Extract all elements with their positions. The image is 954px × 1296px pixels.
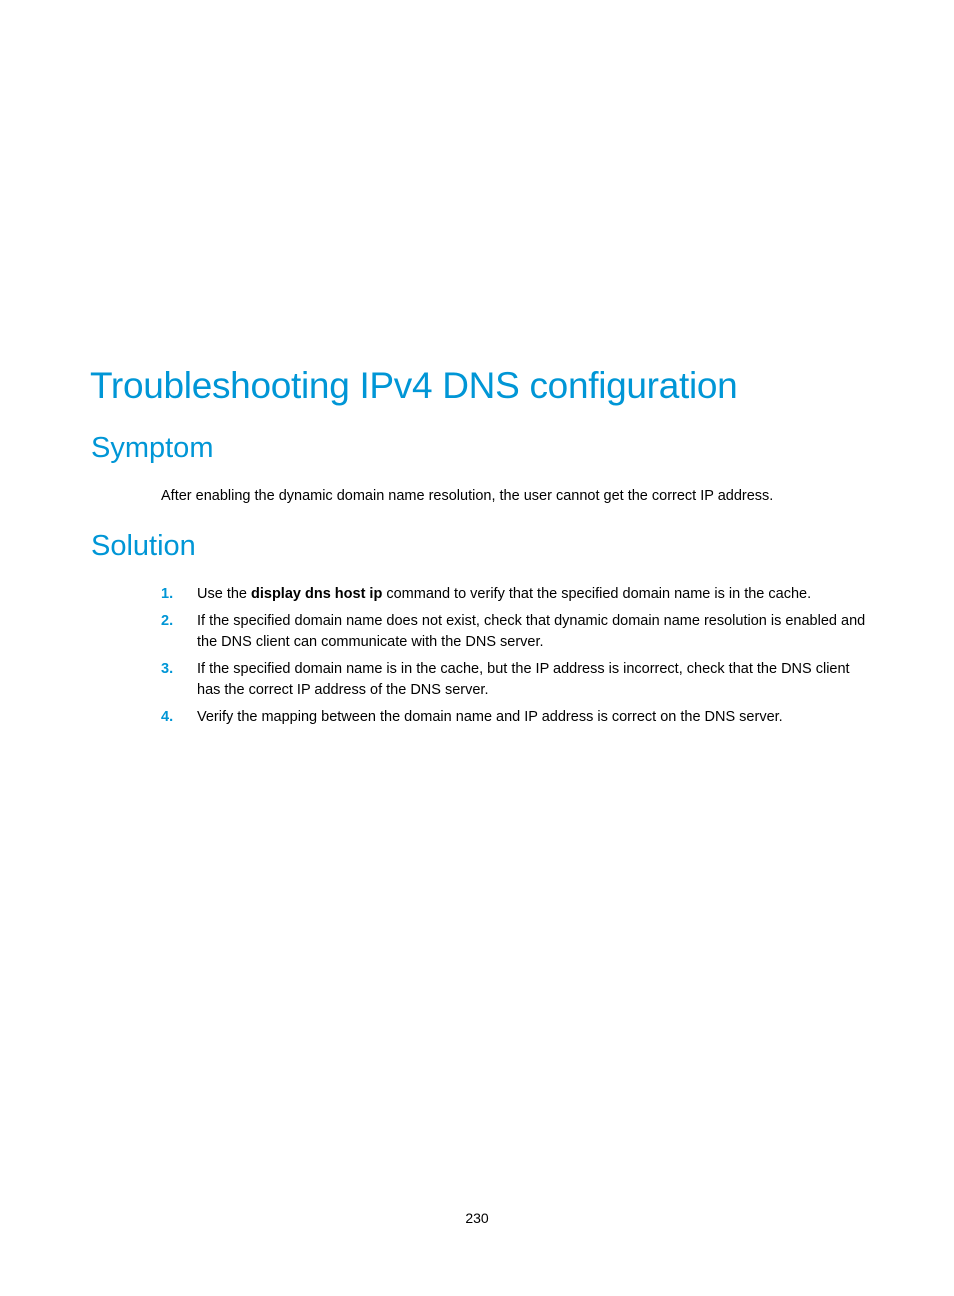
command-name: display dns host ip (251, 586, 383, 602)
solution-steps (161, 584, 871, 734)
step-text: Verify the mapping between the domain name and IP address is correct on the DNS server. (197, 709, 783, 725)
solution-step-1 (161, 584, 871, 605)
step-text: If the specified domain name does not exist, check that dynamic domain name resolution is enabled and the DNS client can communicate with the DNS server. (197, 613, 866, 650)
symptom-heading: Symptom (91, 432, 214, 464)
step-text-after: command to verify that the specified domain name is in the cache. (382, 586, 812, 602)
solution-step-2 (161, 611, 871, 653)
solution-heading: Solution (91, 530, 196, 562)
step-number: 1. (161, 586, 174, 602)
solution-step-3 (161, 659, 871, 701)
symptom-text: After enabling the dynamic domain name resolution, the user cannot get the correct IP address. (161, 488, 774, 504)
solution-step-4 (161, 707, 871, 728)
step-text-before: Use the (197, 586, 251, 602)
page-title: Troubleshooting IPv4 DNS configuration (90, 365, 738, 406)
step-text: If the specified domain name is in the cache, but the IP address is incorrect, check that the DNS client has the correct IP address of the DNS server. (197, 661, 850, 698)
page-number: 230 (465, 1210, 489, 1226)
step-number: 2. (161, 613, 174, 629)
step-number: 3. (161, 661, 174, 677)
step-number: 4. (161, 709, 174, 725)
